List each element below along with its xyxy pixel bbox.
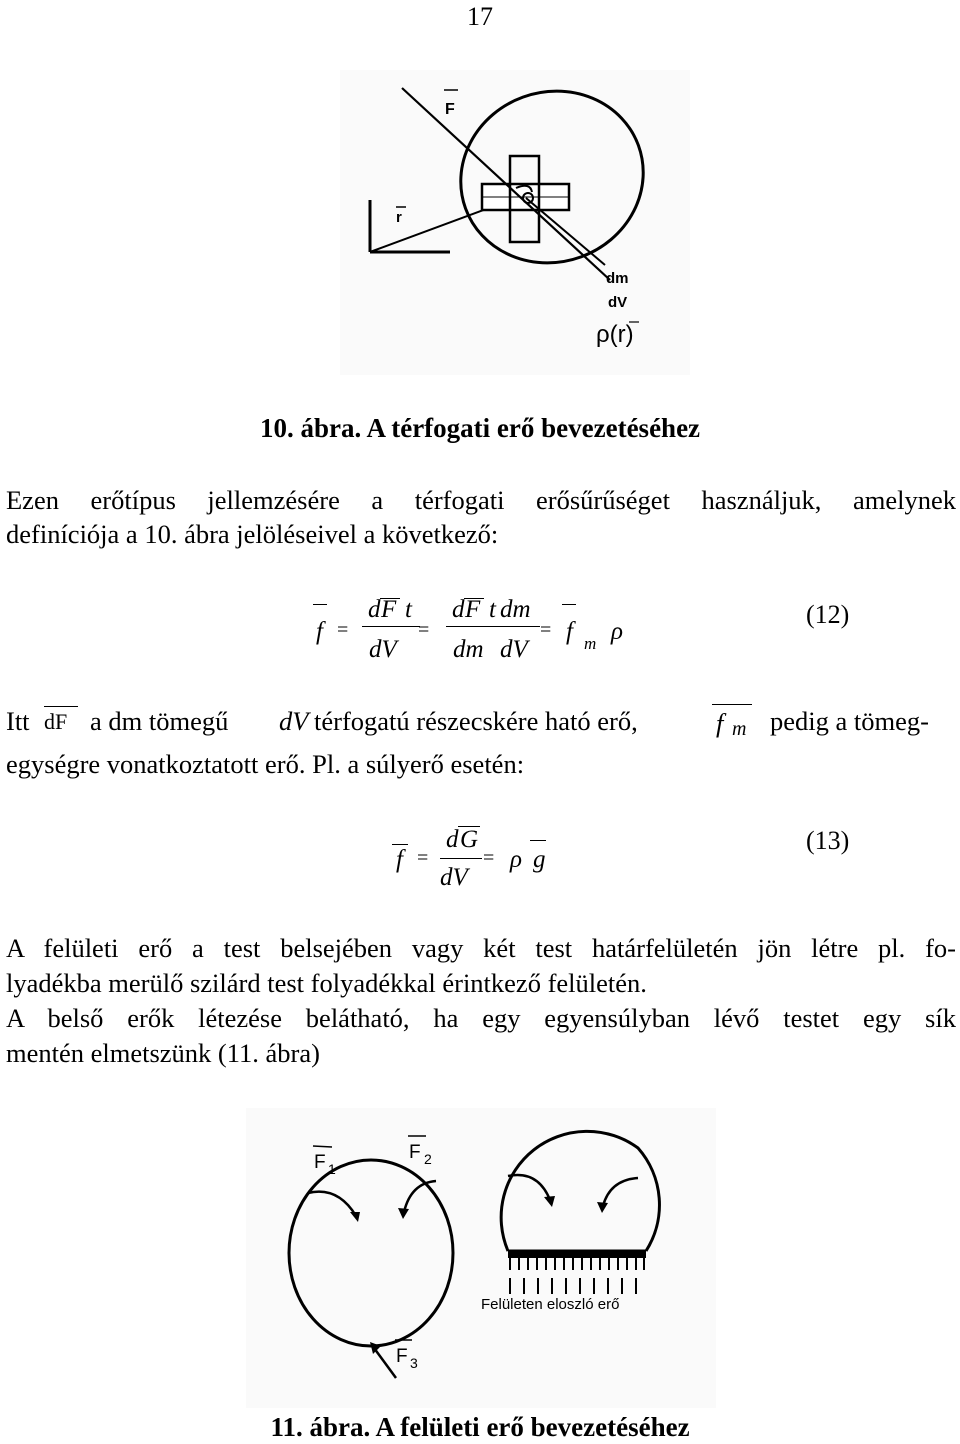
paragraph-1-line-1: Ezen erőtípus jellemzésére a térfogati erősűrűséget használjuk, amelynek <box>6 485 956 515</box>
paragraph-3-line-2: lyadékba merülő szilárd test folyadékkal érintkező felületén. <box>6 968 647 998</box>
eq12-equals-3: = <box>540 619 552 641</box>
eq12-num2-d: d <box>452 596 465 623</box>
eq12-f: f <box>316 618 323 645</box>
figure11-label-distributed: Felületen eloszló erő <box>481 1296 620 1313</box>
eq12-num1-t: t <box>405 596 412 623</box>
eq13-num-d: d <box>446 826 459 853</box>
equation-13 <box>380 820 860 900</box>
equation-12 <box>300 590 860 670</box>
eq12-num3-dm: dm <box>500 596 531 623</box>
eq12-number: (12) <box>806 600 850 629</box>
p2-dv: dV <box>279 706 309 736</box>
eq12-den2-dm: dm <box>453 636 484 663</box>
figure-10-volume-force-diagram <box>340 70 690 375</box>
paragraph-2-line-1 <box>6 706 956 740</box>
figure-11-surface-force-diagram <box>246 1108 716 1408</box>
figure-10-caption: 10. ábra. A térfogati erő bevezetéséhez <box>259 413 701 443</box>
eq12-num1-f: F <box>381 596 397 623</box>
eq12-num2-f: F <box>465 596 481 623</box>
p2-fm-f: f <box>716 708 724 738</box>
eq13-f: f <box>396 846 403 873</box>
figure10-label-dv: dV <box>608 294 628 311</box>
eq12-equals-2: = <box>418 619 430 641</box>
eq12-num1-d: d <box>368 596 381 623</box>
p2-fm-m: m <box>732 718 747 740</box>
eq13-g: g <box>533 846 546 873</box>
eq13-rho: ρ <box>510 846 522 873</box>
p2-df: dF <box>44 709 68 734</box>
figure11-label-f3-sub: 3 <box>410 1355 418 1371</box>
eq12-fm-f: f <box>566 618 573 645</box>
paragraph-2-line-2: egységre vonatkoztatott erő. Pl. a súlyerő esetén: <box>6 749 525 779</box>
eq12-den3-dv: dV <box>500 636 528 663</box>
eq12-rho: ρ <box>611 618 623 645</box>
p2-part1: a dm tömegű <box>90 706 229 736</box>
eq12-den1-dv: dV <box>369 636 397 663</box>
paragraph-3-line-4: mentén elmetszünk (11. ábra) <box>6 1038 320 1068</box>
eq12-fm-m: m <box>584 634 597 653</box>
paragraph-1-line-2: definíciója a 10. ábra jelöléseivel a következő: <box>6 519 499 549</box>
figure10-label-r: r <box>396 209 402 226</box>
paragraph-3-line-1: A felületi erő a test belsejében vagy két test határfelületén jön létre pl. fo- <box>6 933 956 963</box>
page-number: 17 <box>467 2 493 31</box>
paragraph-3-line-3: A belső erők létezése belátható, ha egy egyensúlyban lévő testet egy sík <box>6 1003 956 1033</box>
figure11-label-f2: F <box>409 1142 421 1163</box>
figure-11-caption: 11. ábra. A felületi erő bevezetéséhez <box>270 1412 690 1442</box>
p2-part2: térfogatú részecskére ható erő, <box>314 706 638 736</box>
eq12-equals-1: = <box>337 619 349 641</box>
figure11-label-f1-sub: 1 <box>328 1161 336 1177</box>
figure11-label-f3: F <box>396 1346 408 1367</box>
eq13-number: (13) <box>806 826 850 855</box>
eq13-equals-1: = <box>417 847 429 869</box>
figure10-label-f: F <box>445 101 455 118</box>
p2-itt: Itt <box>6 706 30 736</box>
distributed-force-arrowheads <box>508 1252 646 1258</box>
figure11-label-f1: F <box>314 1152 326 1173</box>
figure11-label-f2-sub: 2 <box>424 1151 432 1167</box>
figure10-label-rho: ρ(r) <box>596 321 634 348</box>
p2-part3: pedig a tömeg- <box>770 706 929 736</box>
eq13-equals-2: = <box>483 847 495 869</box>
eq12-num2-t: t <box>489 596 496 623</box>
figure10-label-dm: dm <box>606 270 629 287</box>
eq13-den-dv: dV <box>440 864 468 891</box>
eq13-num-g: G <box>460 826 479 853</box>
